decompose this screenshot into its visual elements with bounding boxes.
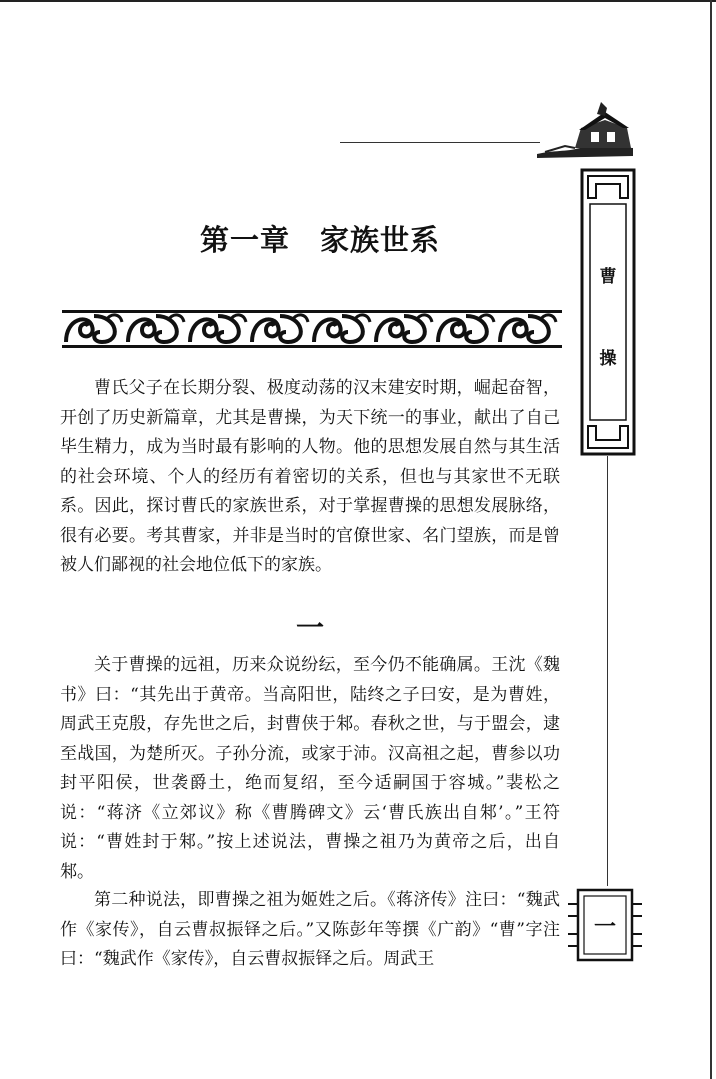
side-vertical-rule xyxy=(607,456,608,886)
side-title-char: 曹 xyxy=(599,267,617,287)
chapter-tab-number: 一 xyxy=(593,914,616,940)
right-border xyxy=(710,0,712,1079)
side-title-char: 操 xyxy=(599,349,617,369)
section-number: 一 xyxy=(295,611,324,644)
house-vignette-icon xyxy=(535,98,635,160)
intro-paragraph: 曹氏父子在长期分裂、极度动荡的汉末建安时期，崛起奋智，开创了历史新篇章，尤其是曹操，为天下统一的事业，献出了自己毕生精力，成为当时最有影响的人物。他的思想发展自然与其生活的社会环境、个人的经历有着密切的关系，但也与其家世不无联系。因此，探讨曹氏的家族世系，对于掌握曹操的思想发展脉络，很有必要。考其曹家，并非是当时的官僚世家、名门望族，而是曾被人们鄙视的社会地位低下的家族。 xyxy=(60,378,560,575)
top-border xyxy=(0,0,716,2)
decorative-border-icon xyxy=(62,308,562,350)
body-paragraph: 第二种说法，即曹操之祖为姬姓之后。《蒋济传》注曰：“魏武作《家传》，自云曹叔振铎之后。”又陈彭年等撰《广韵》“曹”字注曰：“魏武作《家传》，自云曹叔振铎之后。周武王 xyxy=(60,890,560,969)
side-title-frame-icon xyxy=(580,168,636,456)
header-rule xyxy=(340,142,540,143)
body-paragraph: 关于曹操的远祖，历来众说纷纭，至今仍不能确属。王沈《魏书》曰：“其先出于黄帝。当高阳世，陆终之子曰安，是为曹姓，周武王克殷，存先世之后，封曹侠于邾。春秋之世，与于盟会，逮至战国，为楚所灭。子孙分流，或家于沛。汉高祖之起，曹参以功封平阳侯，世袭爵土，绝而复绍，至今适嗣国于容城。”裴松之说：“蒋济《立郊议》称《曹腾碑文》云‘曹氏族出自邾’。”王符说：“曹姓封于邾。”按上述说法，曹操之祖乃为黄帝之后，出自邾。 xyxy=(60,655,560,882)
chapter-title: 第一章 家族世系 xyxy=(199,223,440,257)
